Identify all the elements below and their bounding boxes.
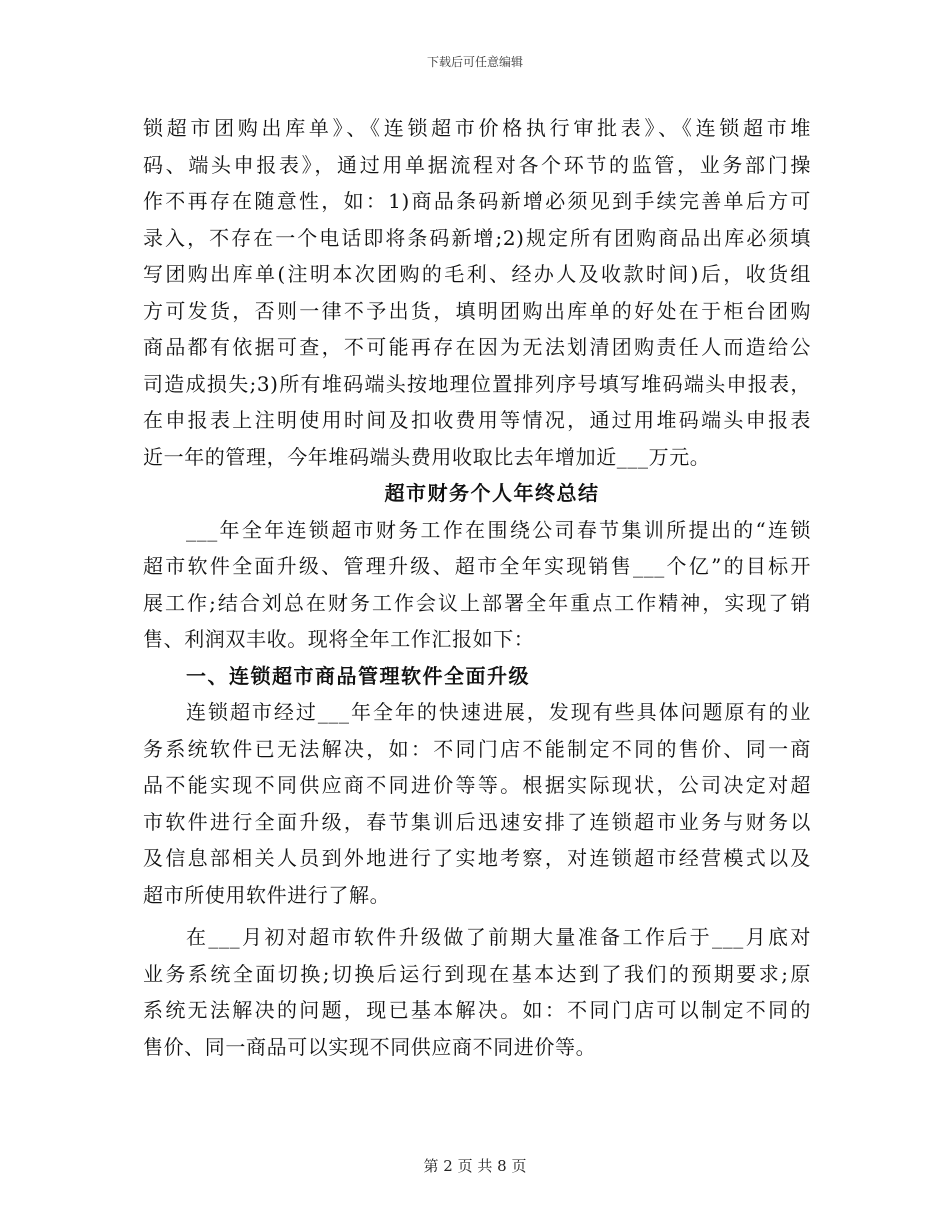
text-line: 超市软件全面升级、管理升级、超市全年实现销售___个亿”的目标开 (143, 554, 811, 578)
text-line: 及信息部相关人员到外地进行了实地考察，对连锁超市经营模式以及 (143, 846, 811, 870)
text-line: ___年全年连锁超市财务工作在围绕公司春节集训所提出的“连锁 (186, 517, 811, 542)
text-line: 连锁超市经过___年全年的快速进展，发现有些具体问题原有的业 (186, 700, 811, 724)
continuation-paragraph (143, 110, 811, 475)
section-1-paragraph-2 (143, 919, 811, 1065)
section-heading: 一、连锁超市商品管理软件全面升级 (186, 663, 530, 688)
section-1-paragraph-1 (143, 694, 811, 913)
intro-paragraph (143, 512, 811, 658)
text-line: 务系统软件已无法解决，如：不同门店不能制定不同的售价、同一商 (143, 736, 811, 761)
text-line: 市软件进行全面升级，春节集训后迅速安排了连锁超市业务与财务以 (143, 809, 811, 834)
text-line: 超市所使用软件进行了解。 (143, 882, 391, 907)
document-title: 超市财务个人年终总结 (384, 481, 600, 505)
text-line: 写团购出库单(注明本次团购的毛利、经办人及收款时间)后，收货组 (143, 262, 811, 286)
text-line: 在申报表上注明使用时间及扣收费用等情况，通过用堆码端头申报表 (143, 408, 811, 432)
page-header: 下载后可任意编辑 (426, 55, 523, 69)
text-line: 近一年的管理，今年堆码端头费用收取比去年增加近___万元。 (143, 444, 711, 469)
text-line: 锁超市团购出库单》、《连锁超市价格执行审批表》、《连锁超市堆 (143, 116, 811, 140)
text-line: 方可发货，否则一律不予出货，填明团购出库单的好处在于柜台团购 (143, 298, 811, 323)
text-line: 录入，不存在一个电话即将条码新增;2)规定所有团购商品出库必须填 (143, 225, 811, 250)
page-footer: 第 2 页 共 8 页 (423, 1157, 527, 1175)
text-line: 售价、同一商品可以实现不同供应商不同进价等。 (143, 1034, 597, 1059)
text-line: 司造成损失;3)所有堆码端头按地理位置排列序号填写堆码端头申报表， (143, 371, 811, 396)
text-line: 展工作;结合刘总在财务工作会议上部署全年重点工作精神，实现了销 (143, 590, 811, 615)
text-line: 商品都有依据可查，不可能再存在因为无法划清团购责任人而造给公 (143, 335, 811, 359)
document-body (143, 110, 811, 1065)
text-line: 业务系统全面切换;切换后运行到现在基本达到了我们的预期要求;原 (143, 961, 811, 986)
text-line: 作不再存在随意性，如：1)商品条码新增必须见到手续完善单后方可 (143, 189, 811, 213)
text-line: 售、利润双丰收。现将全年工作汇报如下： (143, 627, 535, 651)
text-line: 系统无法解决的问题，现已基本解决。如：不同门店可以制定不同的 (143, 998, 811, 1022)
text-line: 在___月初对超市软件升级做了前期大量准备工作后于___月底对 (186, 925, 811, 949)
text-line: 码、端头申报表》，通过用单据流程对各个环节的监管，业务部门操 (143, 152, 811, 177)
text-line: 品不能实现不同供应商不同进价等等。根据实际现状，公司决定对超 (143, 773, 811, 797)
